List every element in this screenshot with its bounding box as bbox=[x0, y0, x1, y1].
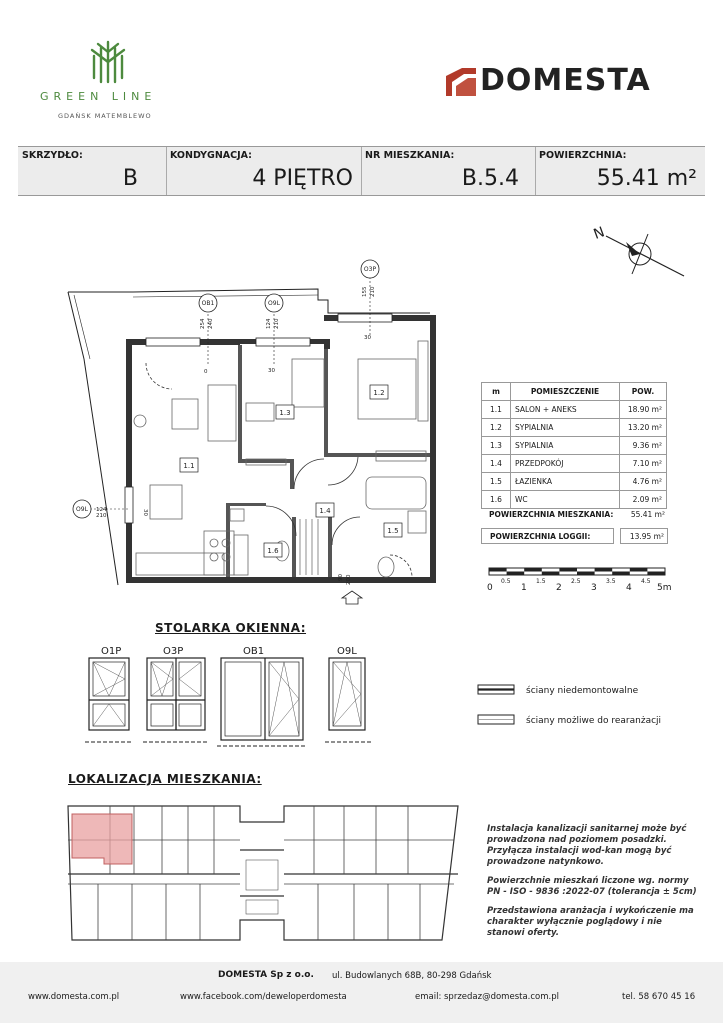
scale-label-5: 5m bbox=[657, 583, 672, 593]
room-name: SALON + ANEKS bbox=[511, 401, 620, 419]
room-name: SYPIALNIA bbox=[511, 419, 620, 437]
window-tag-o3p: O3P bbox=[363, 266, 377, 273]
room-name: SYPIALNIA bbox=[511, 437, 620, 455]
dim-0: 0 bbox=[204, 369, 208, 375]
floor-cell bbox=[166, 147, 362, 195]
segment-cell bbox=[18, 147, 167, 195]
scale-label-1-5: 1.5 bbox=[536, 578, 546, 585]
loggia-area-value: 13.95 m² bbox=[620, 528, 668, 544]
window-tag-o9l-top: O9L bbox=[268, 300, 280, 307]
footer-phone: tel. 58 670 45 16 bbox=[622, 992, 696, 1002]
apartment-number-value: B.5.4 bbox=[461, 166, 519, 191]
dim-124: 124 bbox=[266, 318, 272, 329]
dim-30-b: 30 bbox=[364, 335, 371, 341]
rooms-table bbox=[481, 382, 667, 509]
scale-label-0-5: 0.5 bbox=[501, 578, 511, 585]
note-area-standard: Powierzchnie mieszkań liczone wg. normy PN - ISO - 9836 :2022-07 (tolerancja ± 5cm) bbox=[487, 876, 697, 897]
brand-subtitle: GDAŃSK MATEMBLEWO bbox=[58, 112, 152, 120]
table-row bbox=[482, 473, 667, 491]
domesta-logo-icon bbox=[444, 66, 484, 98]
area-label: POWIERZCHNIA: bbox=[539, 150, 627, 161]
dim-254: 254 bbox=[200, 318, 206, 329]
total-area-value: 55.41 m² bbox=[630, 510, 665, 519]
apartment-number-label: NR MIESZKANIA: bbox=[365, 150, 455, 161]
location-title: LOKALIZACJA MIESZKANIA: bbox=[68, 772, 262, 786]
segment-value: B bbox=[122, 166, 138, 191]
room-label-1-6: 1.6 bbox=[267, 547, 279, 555]
area-value: 55.41 m² bbox=[596, 166, 697, 191]
table-row bbox=[482, 437, 667, 455]
room-number: 1.6 bbox=[482, 491, 511, 509]
room-name: PRZEDPOKÓJ bbox=[511, 455, 620, 473]
table-row bbox=[482, 491, 667, 509]
area-cell bbox=[535, 147, 705, 195]
room-number: 1.5 bbox=[482, 473, 511, 491]
table-row bbox=[482, 419, 667, 437]
floor-value: 4 PIĘTRO bbox=[252, 166, 353, 191]
note-arrangement: Przedstawiona aranżacja i wykończenie ma charakter wyłącznie poglądowy i nie stanowi oferty. bbox=[487, 906, 694, 938]
footer-address: ul. Budowlanych 68B, 80-298 Gdańsk bbox=[332, 971, 492, 981]
dim-210-b: 210 bbox=[370, 286, 376, 297]
dim-200: 200 bbox=[346, 574, 352, 585]
window-tag-ob1: OB1 bbox=[201, 300, 215, 307]
room-area: 13.20 m² bbox=[620, 419, 667, 437]
segment-label: SKRZYDŁO: bbox=[22, 150, 83, 161]
green-line-logo bbox=[84, 38, 132, 86]
table-row bbox=[482, 455, 667, 473]
room-label-1-5: 1.5 bbox=[387, 527, 399, 535]
window-types-drawings bbox=[85, 656, 385, 748]
wall-legend-icons bbox=[477, 682, 517, 730]
dim-30-a: 30 bbox=[268, 368, 275, 374]
col-header-room: POMIESZCZENIE bbox=[511, 383, 620, 401]
footer-company: DOMESTA Sp z o.o. bbox=[218, 970, 314, 980]
dim-155: 155 bbox=[362, 286, 368, 297]
footer-facebook-link[interactable]: www.facebook.com/deweloperdomesta bbox=[180, 992, 347, 1002]
table-row bbox=[482, 401, 667, 419]
loggia-area-label: POWIERZCHNIA LOGGII: bbox=[481, 528, 614, 544]
footer bbox=[0, 962, 723, 1023]
room-number: 1.3 bbox=[482, 437, 511, 455]
room-area: 2.09 m² bbox=[620, 491, 667, 509]
dim-210-c: 210 bbox=[96, 513, 107, 519]
scale-label-4: 4 bbox=[626, 583, 632, 593]
room-area: 4.76 m² bbox=[620, 473, 667, 491]
dim-90: 90 bbox=[338, 574, 344, 581]
col-header-area: POW. bbox=[620, 383, 667, 401]
room-label-1-4: 1.4 bbox=[319, 507, 331, 515]
window-type-ob1-label: OB1 bbox=[243, 646, 265, 657]
legend-movable-walls: ściany możliwe do rearanżacji bbox=[526, 716, 662, 726]
svg-text:N: N bbox=[591, 224, 607, 243]
room-label-1-3: 1.3 bbox=[279, 409, 291, 417]
building-location-plan bbox=[62, 800, 470, 950]
room-area: 18.90 m² bbox=[620, 401, 667, 419]
room-area: 9.36 m² bbox=[620, 437, 667, 455]
legend-fixed-walls: ściany niedemontowalne bbox=[526, 686, 639, 696]
total-area-label: POWIERZCHNIA MIESZKANIA: bbox=[489, 510, 614, 519]
window-type-o3p-label: O3P bbox=[163, 646, 184, 657]
footer-website-link[interactable]: www.domesta.com.pl bbox=[28, 992, 120, 1002]
scale-label-0: 0 bbox=[487, 583, 493, 593]
room-name: ŁAZIENKA bbox=[511, 473, 620, 491]
window-type-o1p-label: O1P bbox=[101, 646, 122, 657]
disclaimer-notes bbox=[487, 824, 697, 947]
dim-30-c: 30 bbox=[142, 509, 148, 516]
room-number: 1.2 bbox=[482, 419, 511, 437]
highlighted-apartment bbox=[72, 814, 132, 864]
scale-label-2-5: 2.5 bbox=[571, 578, 581, 585]
apartment-number-cell bbox=[361, 147, 536, 195]
room-label-1-1: 1.1 bbox=[183, 462, 195, 470]
scale-label-1: 1 bbox=[521, 583, 527, 593]
floor-label: KONDYGNACJA: bbox=[170, 150, 252, 161]
windows-title: STOLARKA OKIENNA: bbox=[155, 621, 307, 635]
loggia-area-row bbox=[481, 528, 671, 546]
scale-label-3-5: 3.5 bbox=[606, 578, 616, 585]
north-arrow-icon bbox=[588, 216, 688, 286]
note-installations: Instalacja kanalizacji sanitarnej może być prowadzona nad poziomem posadzki. Przyłącza instalacji wod-kan mogą być prowadzone natynkowo. bbox=[487, 824, 687, 867]
scale-label-3: 3 bbox=[591, 583, 597, 593]
scale-bar bbox=[488, 566, 670, 578]
window-type-o9l-label: O9L bbox=[337, 646, 357, 657]
room-area: 7.10 m² bbox=[620, 455, 667, 473]
floor-plan bbox=[60, 255, 450, 610]
room-name: WC bbox=[511, 491, 620, 509]
room-label-1-2: 1.2 bbox=[373, 389, 385, 397]
brand-name: GREEN LINE bbox=[40, 90, 157, 103]
dim-240: 240 bbox=[208, 318, 214, 329]
room-number: 1.4 bbox=[482, 455, 511, 473]
developer-name: DOMESTA bbox=[480, 63, 651, 98]
dim-210: 210 bbox=[274, 318, 280, 329]
col-header-number: m bbox=[482, 383, 511, 401]
room-number: 1.1 bbox=[482, 401, 511, 419]
window-tag-o9l-side: O9L bbox=[76, 506, 88, 513]
total-area-row bbox=[481, 507, 671, 525]
dim-124-b: 124 bbox=[96, 507, 107, 513]
footer-email-link[interactable]: email: sprzedaz@domesta.com.pl bbox=[415, 992, 559, 1002]
apartment-info-bar bbox=[18, 146, 705, 196]
scale-label-2: 2 bbox=[556, 583, 562, 593]
scale-label-4-5: 4.5 bbox=[641, 578, 651, 585]
